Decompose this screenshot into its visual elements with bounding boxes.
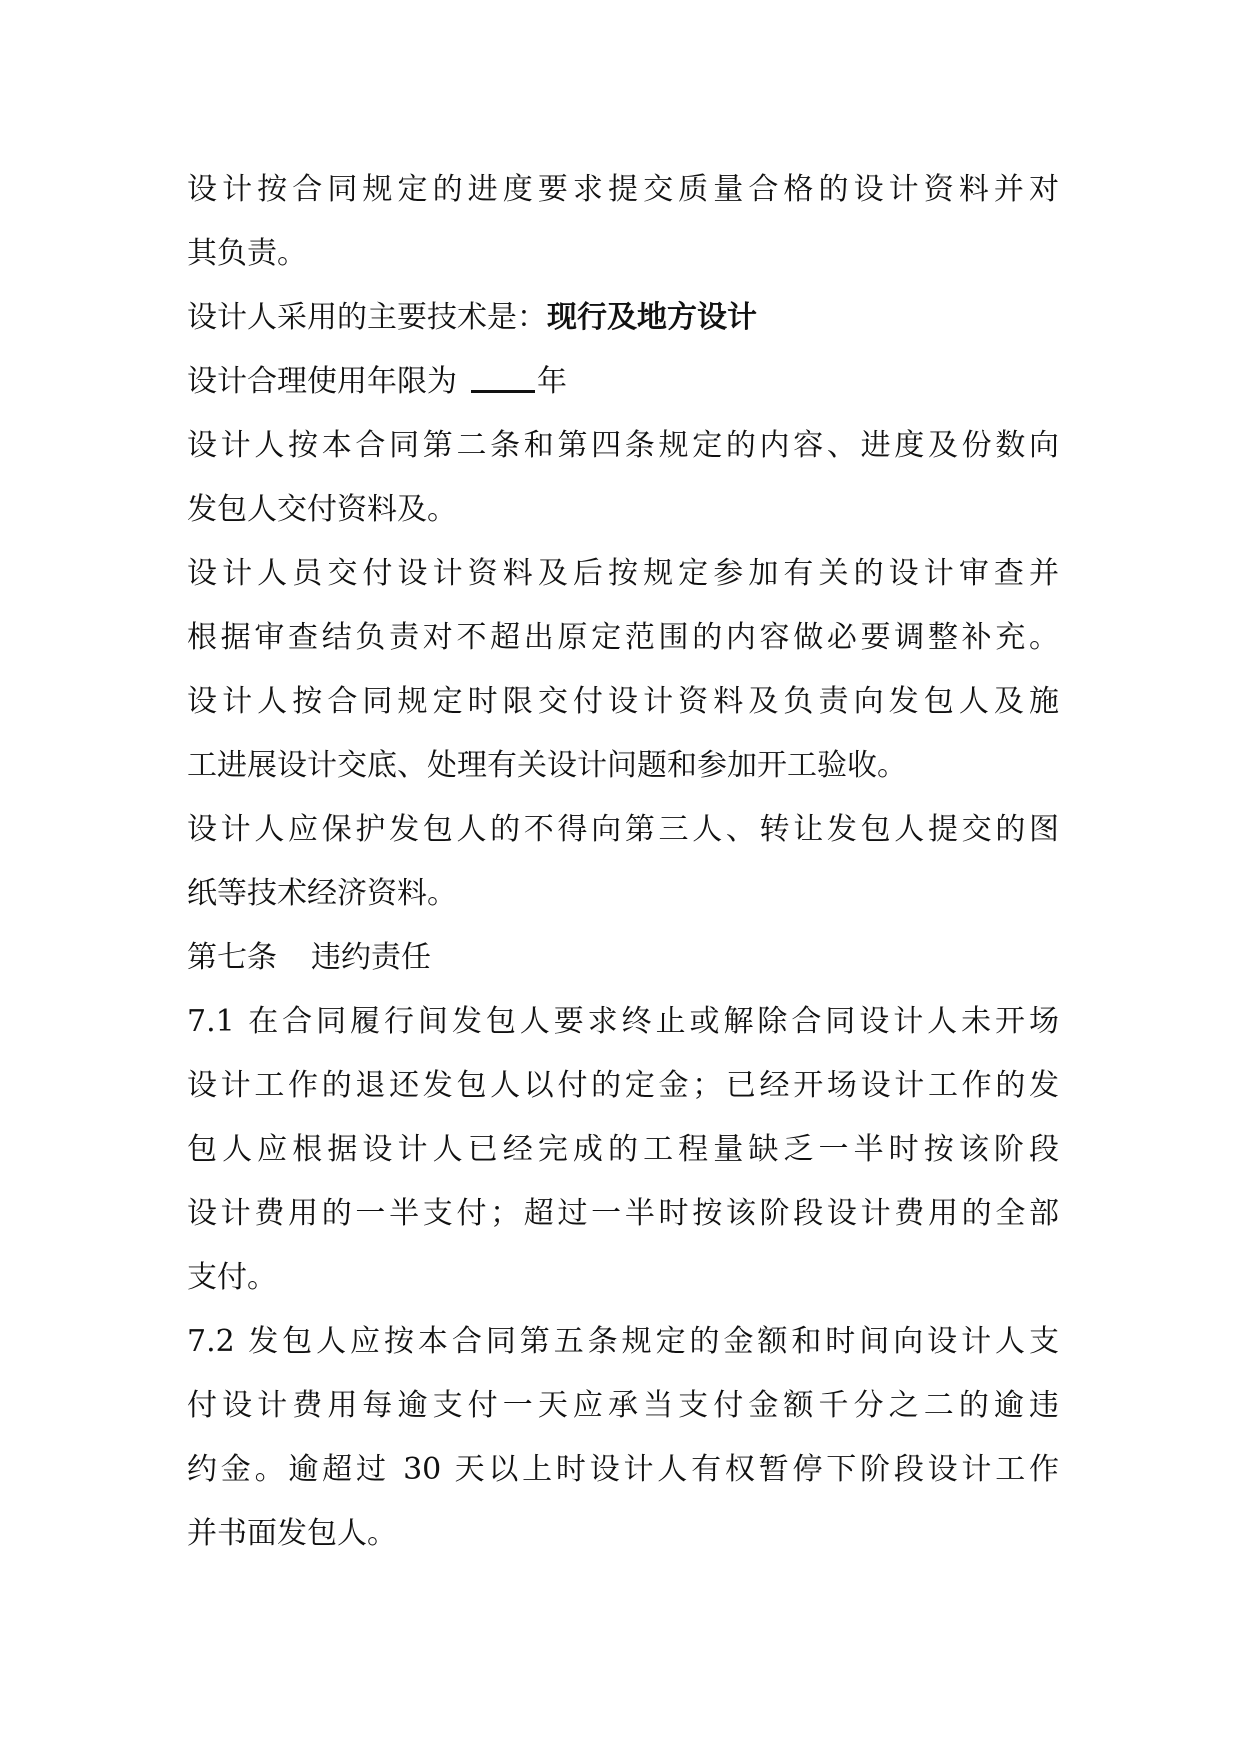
paragraph-line: 约金。逾超过 30 天以上时设计人有权暂停下阶段设计工作	[187, 1452, 1059, 1487]
paragraph-line: 根据审查结负责对不超出原定范围的内容做必要调整补充。	[187, 620, 1059, 655]
paragraph-line: 设计人员交付设计资料及后按规定参加有关的设计审查并	[187, 556, 1059, 591]
paragraph-line: 并书面发包人。	[187, 1516, 397, 1551]
paragraph-line: 设计费用的一半支付；超过一半时按该阶段设计费用的全部	[187, 1196, 1059, 1231]
paragraph-line: 7.2 发包人应按本合同第五条规定的金额和时间向设计人支	[187, 1324, 1059, 1359]
service-life-blank	[471, 360, 535, 393]
paragraph-line: 付设计费用每逾支付一天应承当支付金额千分之二的逾违	[187, 1388, 1059, 1423]
service-life-unit: 年	[537, 364, 567, 399]
paragraph-line: 发包人交付资料及。	[187, 492, 457, 527]
paragraph-line: 设计人应保护发包人的不得向第三人、转让发包人提交的图	[187, 812, 1059, 847]
technology-line	[187, 286, 1059, 350]
paragraph-line: 设计人按本合同第二条和第四条规定的内容、进度及份数向	[187, 428, 1059, 463]
paragraph-line: 纸等技术经济资料。	[187, 876, 457, 911]
paragraph-line: 7.1 在合同履行间发包人要求终止或解除合同设计人未开场	[187, 1004, 1059, 1039]
document-page	[187, 158, 1059, 1566]
section-heading	[187, 926, 1059, 990]
paragraph-line: 其负责。	[187, 236, 307, 271]
paragraph-line: 设计按合同规定的进度要求提交质量合格的设计资料并对	[187, 172, 1059, 207]
paragraph-line: 包人应根据设计人已经完成的工程量缺乏一半时按该阶段	[187, 1132, 1059, 1167]
service-life-line	[187, 350, 1059, 414]
section-title: 违约责任	[311, 940, 431, 975]
section-number: 第七条	[187, 940, 277, 975]
paragraph-line: 工进展设计交底、处理有关设计问题和参加开工验收。	[187, 748, 907, 783]
service-life-label: 设计合理使用年限为	[187, 364, 457, 399]
technology-label: 设计人采用的主要技术是：	[187, 300, 547, 335]
paragraph-line: 支付。	[187, 1260, 277, 1295]
technology-value: 现行及地方设计	[547, 300, 757, 335]
paragraph-line: 设计人按合同规定时限交付设计资料及负责向发包人及施	[187, 684, 1059, 719]
paragraph-line: 设计工作的退还发包人以付的定金；已经开场设计工作的发	[187, 1068, 1059, 1103]
